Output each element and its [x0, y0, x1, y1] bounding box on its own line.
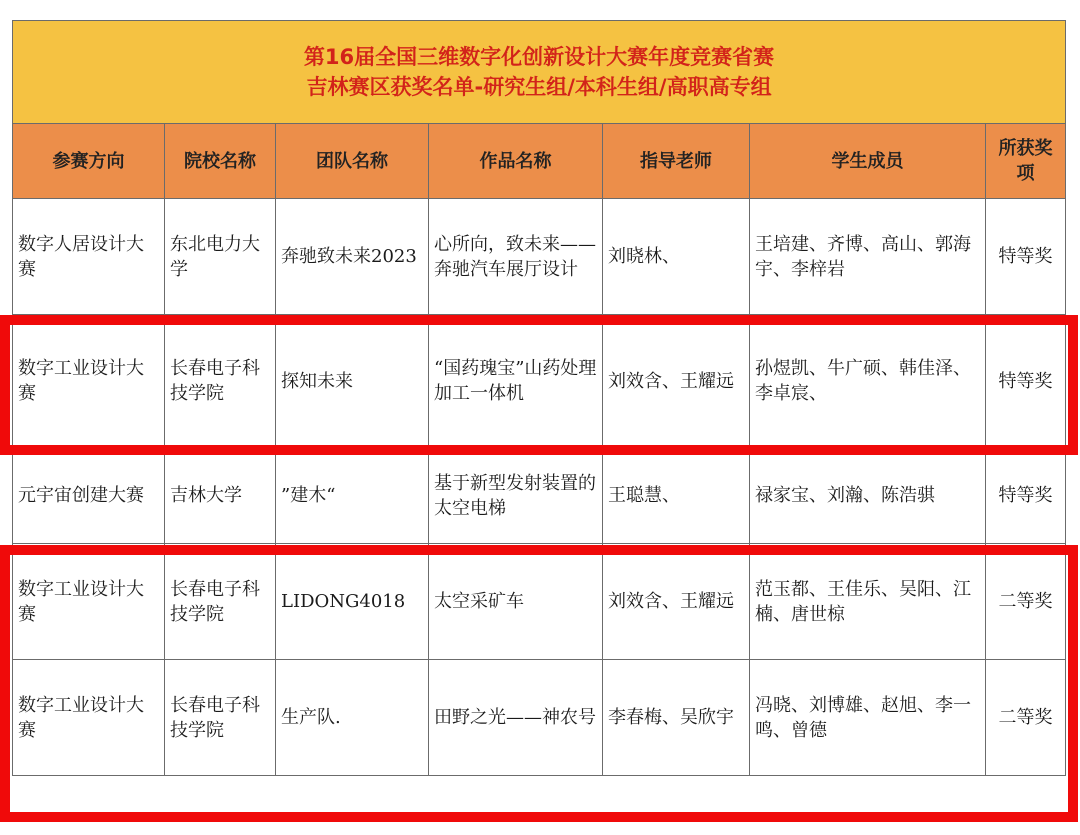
cell-team: LIDONG4018: [276, 544, 429, 660]
header-team: 团队名称: [276, 124, 429, 199]
table-row: [13, 315, 1066, 448]
table-row: [13, 660, 1066, 776]
cell-award: 二等奖: [986, 660, 1066, 776]
cell-advisor: 刘效含、王耀远: [603, 315, 750, 448]
cell-work: 基于新型发射装置的太空电梯: [429, 448, 603, 544]
cell-award: 特等奖: [986, 199, 1066, 315]
cell-school: 东北电力大学: [165, 199, 276, 315]
header-direction: 参赛方向: [13, 124, 165, 199]
header-advisor: 指导老师: [603, 124, 750, 199]
cell-team: 奔驰致未来2023: [276, 199, 429, 315]
cell-school: 吉林大学: [165, 448, 276, 544]
table-title: [13, 21, 1066, 124]
cell-school: 长春电子科技学院: [165, 660, 276, 776]
cell-direction: 数字人居设计大赛: [13, 199, 165, 315]
header-students: 学生成员: [750, 124, 986, 199]
cell-direction: 数字工业设计大赛: [13, 315, 165, 448]
cell-work: 心所向，致未来——奔驰汽车展厅设计: [429, 199, 603, 315]
cell-direction: 数字工业设计大赛: [13, 544, 165, 660]
cell-advisor: 李春梅、吴欣宇: [603, 660, 750, 776]
cell-school: 长春电子科技学院: [165, 315, 276, 448]
cell-work: “国药瑰宝”山药处理加工一体机: [429, 315, 603, 448]
cell-direction: 元宇宙创建大赛: [13, 448, 165, 544]
cell-students: 冯晓、刘博雄、赵旭、李一鸣、曾德: [750, 660, 986, 776]
cell-award: 二等奖: [986, 544, 1066, 660]
title-line-2: 吉林赛区获奖名单-研究生组/本科生组/高职高专组: [306, 75, 772, 99]
cell-work: 太空采矿车: [429, 544, 603, 660]
cell-students: 孙煜凯、牛广硕、韩佳泽、李卓宸、: [750, 315, 986, 448]
cell-award: 特等奖: [986, 448, 1066, 544]
cell-direction: 数字工业设计大赛: [13, 660, 165, 776]
cell-students: 禄家宝、刘瀚、陈浩骐: [750, 448, 986, 544]
cell-students: 范玉都、王佳乐、吴阳、江楠、唐世椋: [750, 544, 986, 660]
header-row: [13, 124, 1066, 199]
cell-award: 特等奖: [986, 315, 1066, 448]
header-award: 所获奖项: [986, 124, 1066, 199]
title-line-1: 第16届全国三维数字化创新设计大赛年度竞赛省赛: [303, 45, 775, 69]
cell-team: ”建木“: [276, 448, 429, 544]
cell-team: 探知未来: [276, 315, 429, 448]
cell-team: 生产队.: [276, 660, 429, 776]
cell-advisor: 刘效含、王耀远: [603, 544, 750, 660]
cell-students: 王培建、齐博、高山、郭海宇、李梓岩: [750, 199, 986, 315]
cell-work: 田野之光——神农号: [429, 660, 603, 776]
header-work: 作品名称: [429, 124, 603, 199]
table-row: [13, 199, 1066, 315]
cell-school: 长春电子科技学院: [165, 544, 276, 660]
award-sheet: [12, 20, 1065, 776]
table-row: [13, 544, 1066, 660]
cell-advisor: 王聪慧、: [603, 448, 750, 544]
cell-advisor: 刘晓林、: [603, 199, 750, 315]
award-table: [12, 20, 1066, 776]
table-row: [13, 448, 1066, 544]
header-school: 院校名称: [165, 124, 276, 199]
title-row: [13, 21, 1066, 124]
